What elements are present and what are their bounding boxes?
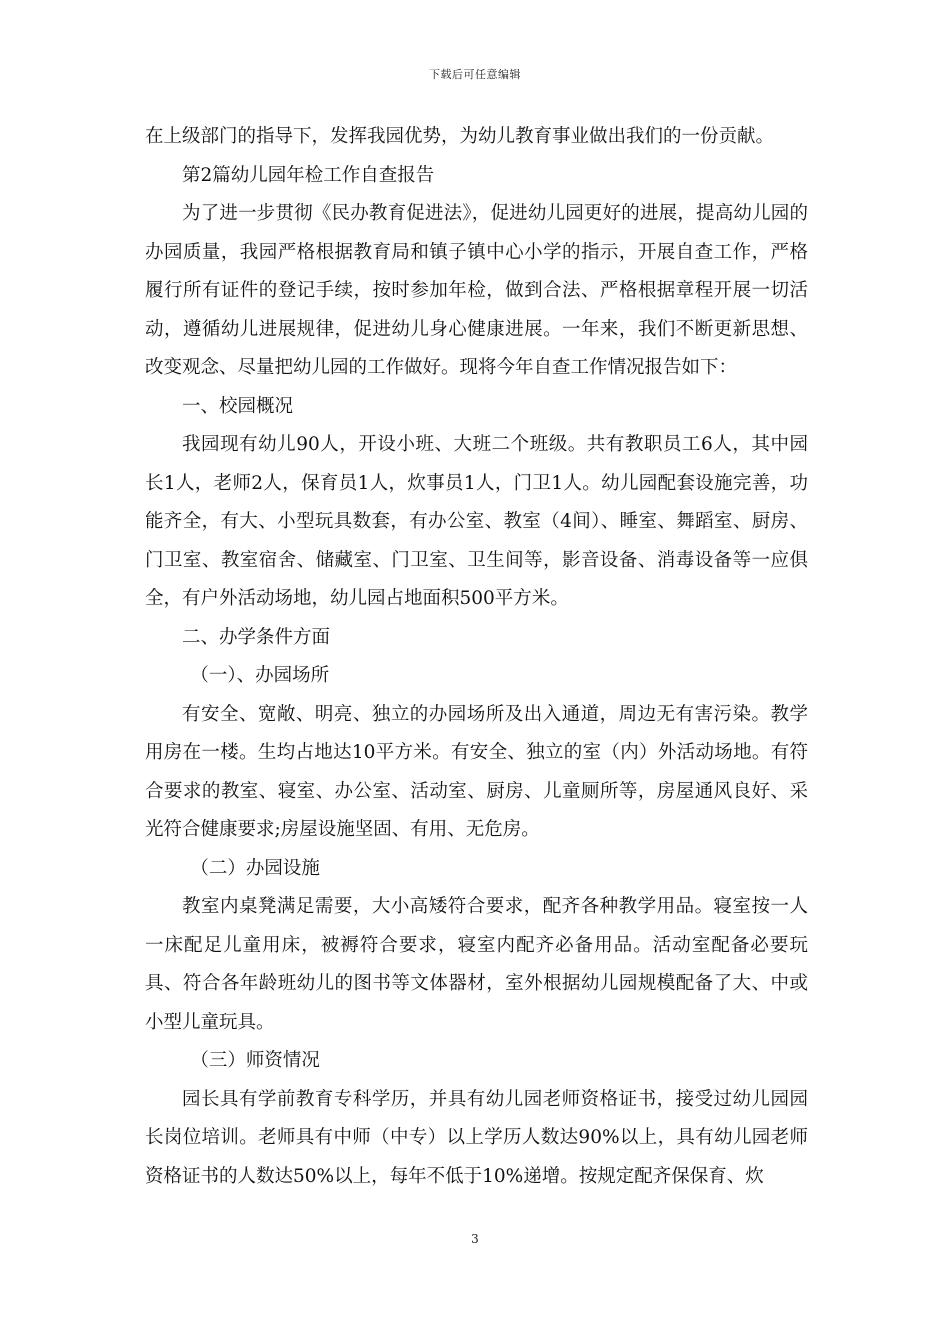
paragraph-1: 在上级部门的指导下，发挥我园优势，为幼儿教育事业做出我们的一份贡献。 [145,126,775,147]
paragraph-teachers: 园长具有学前教育专科学历，并具有幼儿园老师资格证书，接受过幼儿园园长岗位培训。老师具有中师（中专）以上学历人数达90%以上，具有幼儿园老师资格证书的人数达50%以上，每年不低于10%递增。按规定配齐保保育、炊 [145,1088,808,1187]
paragraph-intro: 为了进一步贯彻《民办教育促进法》，促进幼儿园更好的进展，提高幼儿园的办园质量，我园严格根据教育局和镇子镇中心小学的指示，开展自查工作，严格履行所有证件的登记手续，按时参加年检，做到合法、严格根据章程开展一切活动，遵循幼儿进展规律，促进幼儿身心健康进展。一年来，我们不断更新思想、改变观念、尽量把幼儿园的工作做好。现将今年自查工作情况报告如下： [145,203,808,378]
section-title: 第2篇幼儿园年检工作自查报告 [182,164,435,186]
page-number: 3 [471,1232,479,1246]
paragraph-facilities: 教室内桌凳满足需要，大小高矮符合要求，配齐各种教学用品。寝室按一人一床配足儿童用床，被褥符合要求，寝室内配齐必备用品。活动室配备必要玩具、符合各年龄班幼儿的图书等文体器材，室外根据幼儿园规模配备了大、中或小型儿童玩具。 [145,896,808,1033]
page-header: 下载后可任意编辑 [429,68,521,81]
paragraph-school-overview: 我园现有幼儿90人，开设小班、大班二个班级。共有教职员工6人，其中园长1人，老师2人，保育员1人，炊事员1人，门卫1人。幼儿园配套设施完善，功能齐全，有大、小型玩具数套，有办公室、教室（4间）、睡室、舞蹈室、厨房、门卫室、教室宿舍、储藏室、门卫室、卫生间等，影音设备、消毒设备等一应俱全，有户外活动场地，幼儿园占地面积500平方米。 [145,434,808,609]
paragraph-premises: 有安全、宽敞、明亮、独立的办园场所及出入通道，周边无有害污染。教学用房在一楼。生均占地达10平方米。有安全、独立的室（内）外活动场地。有符合要求的教室、寝室、办公室、活动室、厨房、儿童厕所等，房屋通风良好、采光符合健康要求;房屋设施坚固、有用、无危房。 [145,703,808,840]
heading-conditions: 二、办学条件方面 [182,626,331,648]
heading-school-overview: 一、校园概况 [182,395,294,417]
document-body [145,118,808,1196]
subheading-facilities: （二）办园设施 [190,857,320,879]
subheading-premises: （一）、办园场所 [190,665,330,686]
subheading-teachers: （三）师资情况 [190,1050,320,1071]
